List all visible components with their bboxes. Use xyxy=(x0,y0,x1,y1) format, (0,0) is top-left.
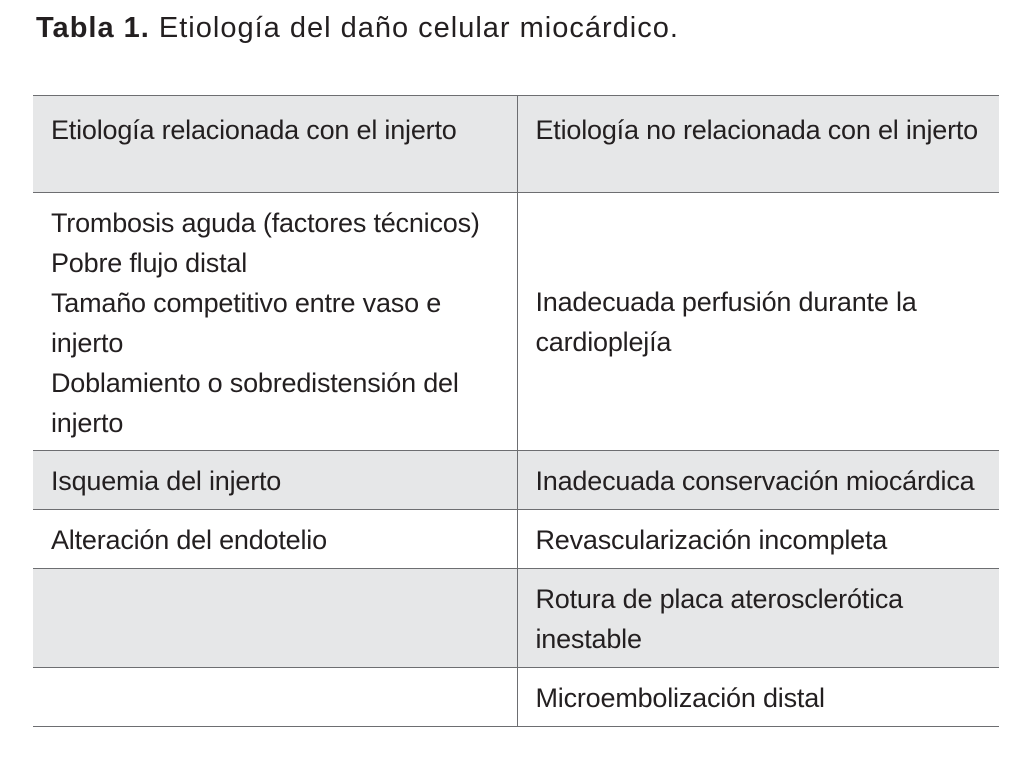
cell-line: Trombosis aguda (factores técnicos) xyxy=(51,208,480,238)
table-cell-graft-related xyxy=(33,668,517,727)
table-row xyxy=(33,451,999,510)
table-cell-non-graft-related: Revascularización incompleta xyxy=(517,510,999,569)
cell-line: Tamaño competitivo entre vaso e injerto xyxy=(51,288,442,358)
table-cell-graft-related: Alteración del endotelio xyxy=(33,510,517,569)
table-row xyxy=(33,510,999,569)
table-cell-non-graft-related: Inadecuada conservación miocárdica xyxy=(517,451,999,510)
table-caption-text: Etiología del daño celular miocárdico. xyxy=(158,12,679,44)
table-cell-graft-related: Isquemia del injerto xyxy=(33,451,517,510)
cell-line: Pobre flujo distal xyxy=(51,248,248,278)
column-header-non-graft-related: Etiología no relacionada con el injerto xyxy=(517,96,999,193)
table-cell-non-graft-related: Inadecuada perfusión durante la cardioplejía xyxy=(517,193,999,451)
table-cell-non-graft-related: Microembolización distal xyxy=(517,668,999,727)
table-row xyxy=(33,193,999,451)
table-caption xyxy=(36,12,679,45)
table-cell-graft-related xyxy=(33,569,517,668)
table-header-row xyxy=(33,96,999,193)
table-row xyxy=(33,569,999,668)
table-cell-graft-related xyxy=(33,193,517,451)
cell-line: Doblamiento o sobredistensión del injerto xyxy=(51,368,459,438)
column-header-graft-related: Etiología relacionada con el injerto xyxy=(33,96,517,193)
etiology-table xyxy=(33,95,999,727)
table-cell-non-graft-related: Rotura de placa aterosclerótica inestable xyxy=(517,569,999,668)
table-row xyxy=(33,668,999,727)
table-caption-label: Tabla 1. xyxy=(36,12,150,44)
